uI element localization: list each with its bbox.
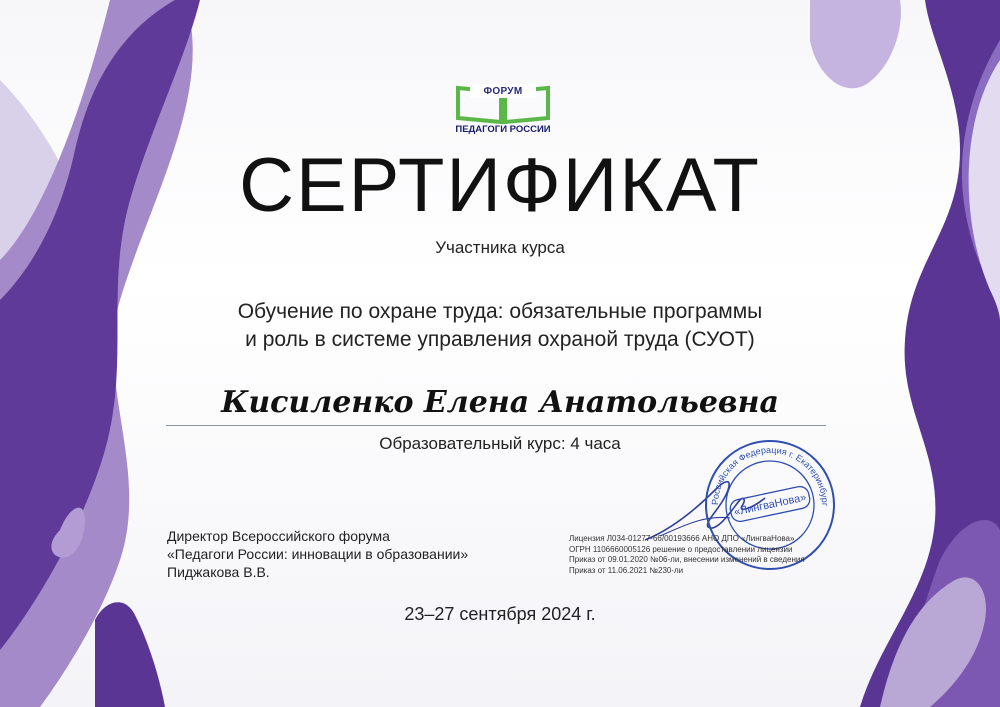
course-title-line-1: Обучение по охране труда: обязательные программы: [237, 300, 763, 323]
forum-logo: [448, 80, 558, 140]
name-underline: [166, 425, 826, 426]
director-name: Пиджакова В.В.: [167, 564, 270, 580]
license-line-1: Лицензия Л034-01277-66/00193666 АНО ДПО «ЛингваНова»: [569, 534, 795, 543]
right-top-blob: [810, 0, 901, 88]
certificate-subtitle: Участника курса: [435, 238, 565, 257]
license-line-2: ОГРН 1106660005126 решение о предоставлении лицензии: [569, 544, 793, 554]
director-block: [167, 527, 468, 581]
course-dates: 23–27 сентября 2024 г.: [404, 604, 596, 624]
course-title: [150, 298, 850, 354]
stamp-center-text: «ЛингваНова»: [733, 491, 808, 519]
license-block: [569, 534, 805, 576]
license-line-4: Приказ от 11.06.2021 №230-ли: [569, 565, 684, 575]
certificate-title: СЕРТИФИКАТ: [239, 143, 761, 228]
recipient-name: Кисиленко Елена Анатольевна: [221, 385, 779, 420]
logo-top-text: ФОРУМ: [483, 86, 523, 97]
stamp-outer-text: Российская Федерация г. Екатеринбург: [709, 444, 831, 507]
svg-text:Российская Федерация г. Екатер: [710, 445, 830, 507]
director-line-2: «Педагоги России: инновации в образовании»: [167, 546, 469, 562]
license-line-3: Приказ от 09.01.2020 №06-ли, внесении изменений в сведения: [569, 555, 805, 564]
course-hours: Образовательный курс: 4 часа: [379, 434, 621, 453]
course-title-line-2: и роль в системе управления охраной труда (СУОТ): [245, 328, 755, 351]
logo-bottom-text: ПЕДАГОГИ РОССИИ: [455, 124, 551, 135]
director-line-1: Директор Всероссийского форума: [167, 528, 390, 544]
